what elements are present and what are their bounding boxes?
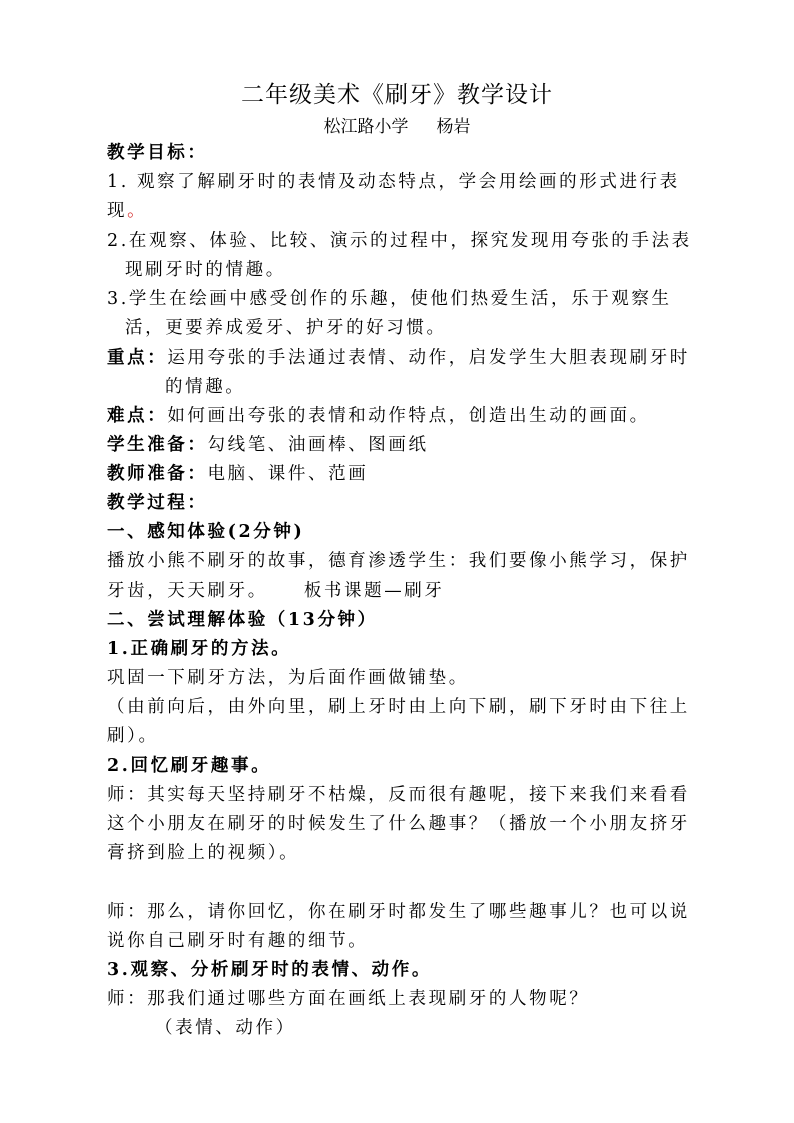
keypoint-line-1	[107, 346, 690, 370]
step-3-line-1: 师：那我们通过哪些方面在画纸上表现刷牙的人物呢？	[107, 989, 590, 1009]
objectives-heading: 教学目标：	[107, 143, 208, 163]
objective-1-line-2	[107, 199, 147, 223]
section-1-text: 牙齿，天天刷牙。	[107, 581, 268, 601]
step-2-line-5: 说你自己刷牙时有趣的细节。	[107, 931, 369, 951]
keypoint-text: 运用夸张的手法通过表情、动作，启发学生大胆表现刷牙时	[167, 348, 690, 368]
section-1-heading: 一、感知体验(2分钟)	[107, 522, 305, 542]
section-1-line-2	[107, 579, 445, 603]
step-2-line-1: 师：其实每天坚持刷牙不枯燥，反而很有趣呢，接下来我们来看看	[107, 785, 690, 805]
student-prep-label: 学生准备：	[107, 435, 208, 455]
objective-2-line-1: 2.在观察、体验、比较、演示的过程中，探究发现用夸张的手法表	[107, 231, 692, 251]
difficulty-text: 如何画出夸张的表情和动作特点，创造出生动的画面。	[167, 406, 650, 426]
step-2-line-3: 膏挤到脸上的视频）。	[107, 843, 300, 863]
student-prep-text: 勾线笔、油画棒、图画纸	[207, 435, 429, 455]
step-1-line-1: 巩固一下刷牙方法，为后面作画做铺垫。	[107, 668, 469, 688]
objective-3-line-1: 3.学生在绘画中感受创作的乐趣，使他们热爱生活，乐于观察生	[107, 289, 672, 309]
board-title-note: 板书课题—刷牙	[303, 581, 445, 601]
keypoint-line-2: 的情趣。	[165, 377, 246, 397]
step-1-line-2: （由前向后，由外向里，刷上牙时由上向下刷，刷下牙时由下往上	[107, 697, 690, 717]
document-title: 二年级美术《刷牙》教学设计	[241, 82, 553, 108]
step-2-heading: 2.回忆刷牙趣事。	[107, 756, 272, 776]
section-2-heading: 二、尝试理解体验（13分钟）	[107, 610, 378, 630]
difficulty-line	[107, 404, 650, 428]
objective-2-line-2: 现刷牙时的情趣。	[125, 260, 286, 280]
school-name: 松江路小学	[323, 117, 409, 137]
step-2-line-4: 师：那么，请你回忆，你在刷牙时都发生了哪些趣事儿？也可以说	[107, 902, 690, 922]
objective-1-mark: 。	[127, 201, 148, 221]
step-3-line-2: （表情、动作）	[155, 1018, 296, 1038]
teacher-prep-line	[107, 462, 368, 486]
step-1-line-3: 刷）。	[107, 726, 159, 746]
keypoint-label: 重点：	[107, 348, 168, 368]
teacher-prep-text: 电脑、课件、范画	[207, 464, 369, 484]
process-heading: 教学过程：	[107, 493, 208, 513]
objective-1-text-end: 现	[107, 201, 128, 221]
teacher-prep-label: 教师准备：	[107, 464, 208, 484]
step-1-heading: 1.正确刷牙的方法。	[107, 639, 292, 659]
byline	[0, 112, 794, 137]
student-prep-line	[107, 433, 429, 457]
section-1-line-1: 播放小熊不刷牙的故事，德育渗透学生：我们要像小熊学习，保护	[107, 551, 690, 571]
objective-1-line-1: 1. 观察了解刷牙时的表情及动态特点，学会用绘画的形式进行表	[107, 172, 680, 192]
difficulty-label: 难点：	[107, 406, 168, 426]
author-name: 杨岩	[436, 117, 471, 137]
step-2-line-2: 这个小朋友在刷牙的时候发生了什么趣事？（播放一个小朋友挤牙	[107, 814, 690, 834]
step-3-heading: 3.观察、分析刷牙时的表情、动作。	[107, 960, 432, 980]
objective-3-line-2: 活，更要养成爱牙、护牙的好习惯。	[125, 318, 447, 338]
